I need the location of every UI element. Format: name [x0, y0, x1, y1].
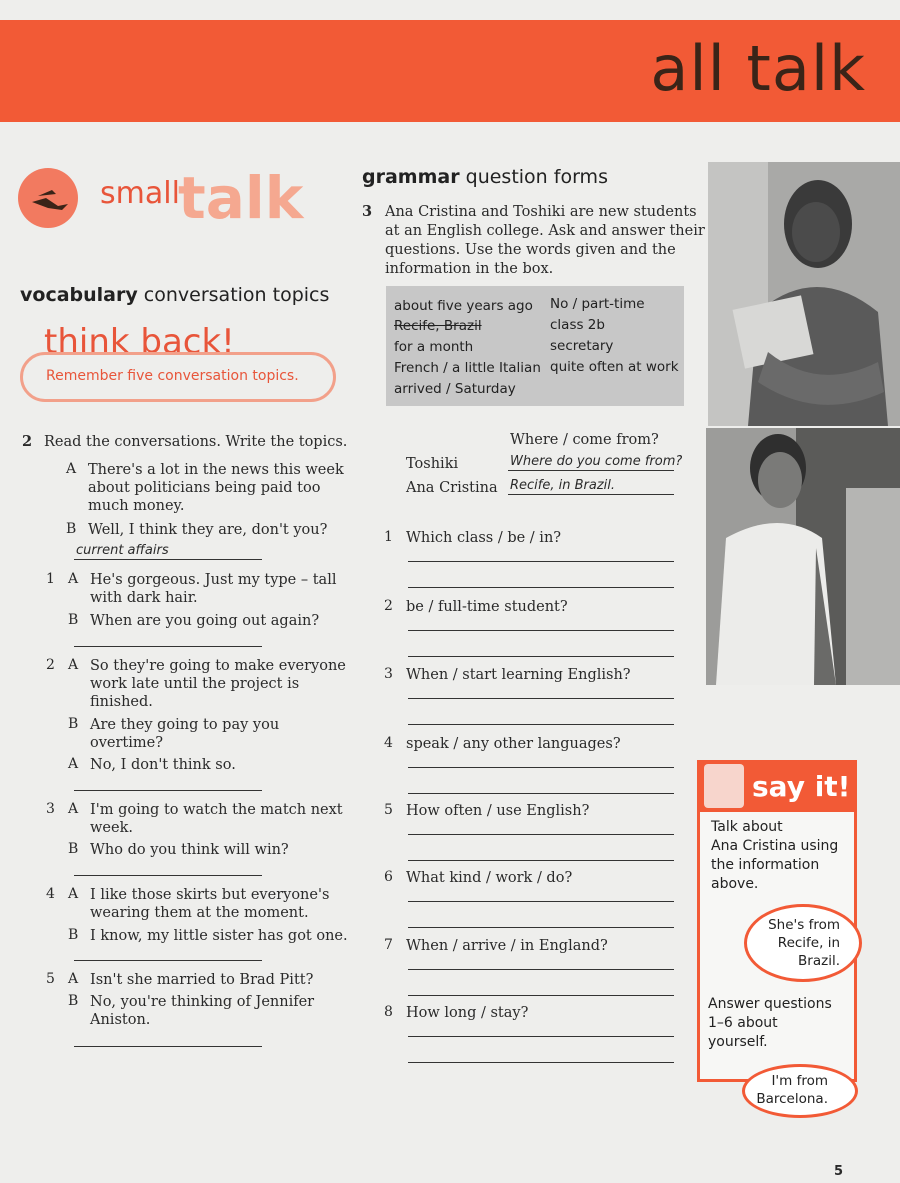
answer-line[interactable]	[408, 860, 674, 861]
vocabulary-heading-rest: conversation topics	[143, 284, 330, 306]
answer-line[interactable]	[408, 834, 674, 835]
info-item: French / a little Italian	[394, 360, 541, 376]
item-number: 3	[46, 801, 55, 817]
example-prompt: Where / come from?	[510, 432, 659, 448]
item-number: 6	[384, 869, 393, 885]
answer-line-2[interactable]	[74, 790, 262, 791]
example-answer: current affairs	[76, 543, 169, 558]
dialogue-line: Aniston.	[90, 1012, 151, 1028]
dialogue-line: week.	[90, 820, 133, 836]
item-number: 3	[384, 666, 393, 682]
vocabulary-heading	[20, 284, 329, 306]
answer-line[interactable]	[408, 1062, 674, 1063]
vocabulary-heading-bold: vocabulary	[20, 284, 138, 306]
answer-line[interactable]	[408, 927, 674, 928]
answer-line-4[interactable]	[74, 960, 262, 961]
item-number: 5	[384, 802, 393, 818]
prompt: speak / any other languages?	[406, 736, 621, 752]
dialogue-line: No, I don't think so.	[90, 757, 236, 773]
answer-line[interactable]	[408, 767, 674, 768]
grammar-heading-rest: question forms	[465, 166, 608, 188]
info-item: No / part-time	[550, 296, 645, 312]
prompt: Which class / be / in?	[406, 530, 562, 546]
speaker-b: B	[68, 716, 79, 732]
exercise-2-number: 2	[22, 433, 33, 450]
dialogue-line: I know, my little sister has got one.	[90, 928, 348, 944]
example-answer-line	[508, 494, 674, 495]
speaker-face-icon	[704, 764, 744, 808]
item-number: 4	[46, 886, 55, 902]
speaker-a: A	[68, 801, 79, 817]
speaker-a: A	[68, 886, 79, 902]
think-back-title: think back!	[44, 322, 235, 362]
prompt: What kind / work / do?	[406, 870, 573, 886]
exercise-3-instruction: at an English college. Ask and answer their	[385, 223, 705, 239]
prompt: When / arrive / in England?	[406, 938, 608, 954]
page-number: 5	[834, 1164, 844, 1179]
speaker-b: B	[68, 993, 79, 1009]
answer-line[interactable]	[408, 901, 674, 902]
page-title: all talk	[650, 32, 866, 105]
answer-line[interactable]	[408, 656, 674, 657]
example-line: about politicians being paid too	[88, 480, 321, 496]
dialogue-line: wearing them at the moment.	[90, 905, 309, 921]
answer-line-1[interactable]	[74, 646, 262, 647]
think-back-instruction: Remember five conversation topics.	[46, 368, 299, 384]
answer-line[interactable]	[408, 995, 674, 996]
exercise-3-instruction: Ana Cristina and Toshiki are new students	[385, 204, 697, 220]
say-it-line: Talk about	[711, 819, 783, 835]
answer-line[interactable]	[408, 724, 674, 725]
dialogue-line: When are you going out again?	[90, 613, 320, 629]
prompt: How long / stay?	[406, 1005, 529, 1021]
dialogue-line: He's gorgeous. Just my type – tall	[90, 572, 337, 588]
small-talk-logo-icon	[18, 168, 78, 228]
answer-line-5[interactable]	[74, 1046, 262, 1047]
item-number: 2	[46, 657, 55, 673]
dialogue-line: finished.	[90, 694, 153, 710]
item-number: 1	[46, 571, 55, 587]
speaker-toshiki: Toshiki	[406, 456, 459, 472]
exercise-3-instruction: information in the box.	[385, 261, 554, 277]
say-it-line: the information	[711, 857, 820, 873]
grammar-heading	[362, 166, 608, 188]
dialogue-line: Isn't she married to Brad Pitt?	[90, 972, 314, 988]
answer-line[interactable]	[408, 587, 674, 588]
info-item: secretary	[550, 338, 614, 354]
example-answer-line	[74, 559, 262, 560]
dialogue-line: with dark hair.	[90, 590, 198, 606]
bubble-line: Recife, in	[777, 935, 840, 951]
dialogue-line: No, you're thinking of Jennifer	[90, 994, 315, 1010]
example-speaker-a: A	[66, 461, 77, 477]
info-item: class 2b	[550, 317, 605, 333]
logo-talk-word: talk	[178, 164, 304, 232]
grammar-heading-bold: grammar	[362, 166, 460, 188]
info-item: arrived / Saturday	[394, 381, 516, 397]
item-number: 5	[46, 971, 55, 987]
info-item: for a month	[394, 339, 474, 355]
item-number: 2	[384, 598, 393, 614]
say-it-line: Ana Cristina using	[711, 838, 839, 854]
speaker-ana-cristina: Ana Cristina	[406, 480, 498, 496]
speech-bubble-1-text	[748, 916, 840, 970]
example-speaker-b: B	[66, 521, 77, 537]
answer-line[interactable]	[408, 1036, 674, 1037]
dialogue-line: I'm going to watch the match next	[90, 802, 343, 818]
speaker-a: A	[68, 756, 79, 772]
speech-bubble-2-text	[748, 1072, 828, 1108]
example-line: much money.	[88, 498, 185, 514]
answer-line[interactable]	[408, 630, 674, 631]
say-it-line: above.	[711, 876, 759, 892]
info-item: quite often at work	[550, 359, 679, 375]
exercise-2-instruction: Read the conversations. Write the topics.	[44, 434, 348, 450]
speaker-a: A	[68, 971, 79, 987]
example-answer: Recife, in Brazil.	[510, 478, 616, 493]
prompt: How often / use English?	[406, 803, 590, 819]
logo-small-word: small	[100, 176, 180, 211]
info-item: about five years ago	[394, 298, 533, 314]
item-number: 1	[384, 529, 393, 545]
exercise-3-number: 3	[362, 203, 373, 220]
speaker-b: B	[68, 841, 79, 857]
dialogue-line: Who do you think will win?	[90, 842, 289, 858]
say-it-instruction-2	[708, 995, 832, 1052]
answer-line[interactable]	[408, 969, 674, 970]
example-line: Well, I think they are, don't you?	[88, 522, 328, 538]
say-it-line: 1–6 about	[708, 1015, 778, 1031]
prompt: When / start learning English?	[406, 667, 631, 683]
bubble-line: Brazil.	[798, 953, 840, 969]
exercise-3-instruction: questions. Use the words given and the	[385, 242, 676, 258]
photo-ana-cristina	[708, 162, 900, 426]
say-it-line: yourself.	[708, 1034, 768, 1050]
item-number: 8	[384, 1004, 393, 1020]
bubble-line: I'm from	[771, 1073, 828, 1089]
example-question-line	[508, 470, 674, 471]
dialogue-line: Are they going to pay you	[90, 717, 280, 733]
item-number: 7	[384, 937, 393, 953]
answer-line[interactable]	[408, 698, 674, 699]
say-it-instruction	[711, 818, 838, 894]
speaker-a: A	[68, 657, 79, 673]
photo-toshiki	[706, 428, 900, 685]
say-it-line: Answer questions	[708, 996, 832, 1012]
item-number: 4	[384, 735, 393, 751]
answer-line[interactable]	[408, 793, 674, 794]
info-item-crossed: Recife, Brazil	[394, 318, 482, 334]
dialogue-line: work late until the project is	[90, 676, 300, 692]
example-question: Where do you come from?	[510, 454, 683, 469]
example-line: There's a lot in the news this week	[88, 462, 344, 478]
speaker-b: B	[68, 612, 79, 628]
answer-line-3[interactable]	[74, 875, 262, 876]
speaker-a: A	[68, 571, 79, 587]
speaker-b: B	[68, 927, 79, 943]
answer-line[interactable]	[408, 561, 674, 562]
dialogue-line: overtime?	[90, 735, 164, 751]
bubble-line: Barcelona.	[756, 1091, 828, 1107]
dialogue-line: So they're going to make everyone	[90, 658, 346, 674]
say-it-title: say it!	[752, 770, 851, 803]
dialogue-line: I like those skirts but everyone's	[90, 887, 330, 903]
bubble-line: She's from	[768, 917, 840, 933]
prompt: be / full-time student?	[406, 599, 568, 615]
